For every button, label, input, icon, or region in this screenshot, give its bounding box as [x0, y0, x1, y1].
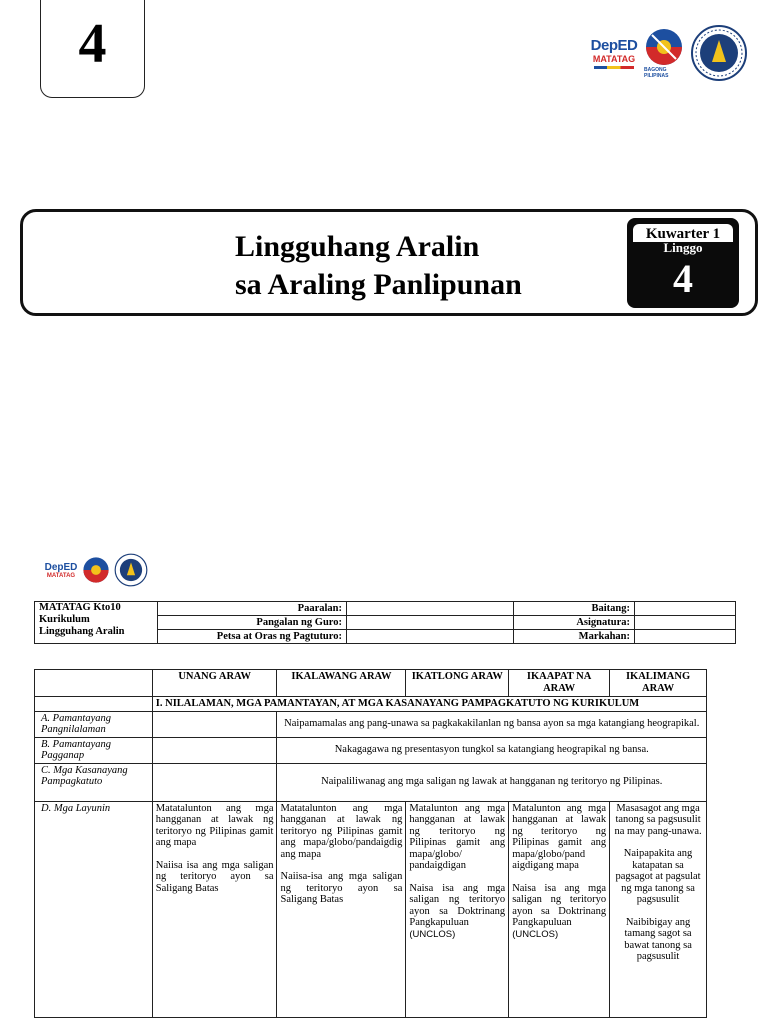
curriculum-line1: MATATAG Kto10 — [39, 602, 121, 613]
row-a-empty — [152, 711, 277, 737]
deped-small-logo-subtext: MATATAG — [46, 572, 76, 579]
curriculum-line2: Kurikulum — [39, 614, 90, 625]
lesson-title-line1: Lingguhang Aralin — [235, 230, 480, 263]
objective-3c: (UNCLOS) — [409, 928, 456, 940]
objective-5c: Naibibigay ang tamang sagot sa bawat tanong sa pagsusulit — [624, 916, 692, 962]
row-label-d: D. Mga Layunin — [35, 801, 153, 1017]
bagong-pilipinas-text: BAGONG PILIPINAS — [644, 67, 669, 79]
grade-number: 4 — [78, 13, 107, 75]
row-b-empty — [152, 737, 277, 763]
school-label: Paaralan: — [158, 602, 347, 616]
bagong-pilipinas-small-icon — [82, 556, 110, 584]
row-a-content: Naipamamalas ang pang-unawa sa pagkakakilanlan ng bansa ayon sa mga katangiang heograpikal. — [277, 711, 707, 737]
objective-2b: Naiisa-isa ang mga saligan ng teritoryo ayon sa Saligang Batas — [280, 871, 403, 905]
objective-3b: Naisa isa ang mga saligan ng teritoryo ayon sa Doktrinang Pangkapuluan — [409, 882, 506, 928]
objective-4b: Naisa isa ang mga saligan ng teritoryo ayon sa Doktrinang Pangkapuluan — [512, 882, 607, 928]
deped-logo-subtext: MATATAG — [592, 54, 636, 64]
quarter-week-badge — [627, 218, 739, 308]
objectives-day-4 — [509, 801, 610, 1017]
row-b-content: Nakagagawa ng presentasyon tungkol sa katangiang heograpikal ng bansa. — [277, 737, 707, 763]
objective-4c: (UNCLOS) — [512, 928, 559, 940]
subject-label: Asignatura: — [514, 616, 635, 630]
date-time-label: Petsa at Oras ng Pagtuturo: — [158, 630, 347, 644]
curriculum-label — [35, 602, 158, 644]
quarter-field[interactable] — [635, 630, 736, 644]
day-4-header: IKAAPAT NA ARAW — [509, 670, 610, 697]
objectives-day-2 — [277, 801, 406, 1017]
grade-number-box — [40, 0, 145, 98]
deped-seal-icon — [690, 24, 748, 82]
lesson-title-line2: sa Araling Panlipunan — [235, 268, 522, 301]
date-time-field[interactable] — [347, 630, 514, 644]
teacher-field[interactable] — [347, 616, 514, 630]
bagong-pilipinas-logo — [644, 27, 684, 79]
deped-logo — [590, 27, 638, 79]
objective-2a: Matatalunton ang mga hangganan at lawak ng teritoryo ng Pilipinas gamit ang mapa/globo/pandaigdig ang mapa — [280, 802, 403, 860]
lesson-plan-table — [34, 669, 707, 1018]
objectives-day-3 — [406, 801, 509, 1017]
week-number: 4 — [673, 256, 693, 301]
day-5-header: IKALIMANG ARAW — [610, 670, 707, 697]
objective-1b: Naiisa isa ang mga saligan ng teritoryo ayon sa Saligang Batas — [155, 859, 274, 894]
objective-5b: Naipapakita ang katapatan sa pagsagot at pagsulat ng mga tanong sa pagsusulit — [615, 848, 701, 905]
objective-1a: Matatalunton ang mga hangganan at lawak ng teritoryo ng Pilipinas gamit ang mapa — [155, 802, 274, 848]
grade-field[interactable] — [635, 602, 736, 616]
row-c-content: Naipaliliwanag ang mga saligan ng lawak at hangganan ng teritoryo ng Pilipinas. — [277, 763, 707, 801]
curriculum-line3: Lingguhang Aralin — [39, 626, 125, 637]
section-heading: I. NILALAMAN, MGA PAMANTAYAN, AT MGA KASANAYANG PAMPAGKATUTO NG KURIKULUM — [152, 697, 706, 712]
title-banner — [20, 209, 758, 316]
row-c-empty — [152, 763, 277, 801]
deped-logo-stripe — [594, 66, 634, 69]
info-table — [34, 601, 736, 644]
deped-seal-small-icon — [114, 553, 148, 587]
grade-label: Baitang: — [514, 602, 635, 616]
subject-field[interactable] — [635, 616, 736, 630]
day-2-header: IKALAWANG ARAW — [277, 670, 406, 697]
day-3-header: IKATLONG ARAW — [406, 670, 509, 697]
deped-logo-text: DepED — [590, 37, 638, 54]
bagong-pilipinas-icon — [644, 27, 684, 67]
row-label-c: C. Mga Kasanayang Pampagkatuto — [35, 763, 153, 801]
deped-small-logo — [44, 562, 78, 579]
quarter-label: Kuwarter 1 — [633, 224, 733, 242]
header-logos — [590, 24, 748, 82]
quarter-label-field: Markahan: — [514, 630, 635, 644]
objectives-day-1 — [152, 801, 277, 1017]
header-empty — [35, 670, 153, 697]
objectives-day-5 — [610, 801, 707, 1017]
deped-small-logo-text: DepED — [44, 561, 78, 573]
row-label-a: A. Pamantayang Pangnilalaman — [35, 711, 153, 737]
teacher-label: Pangalan ng Guro: — [158, 616, 347, 630]
school-field[interactable] — [347, 602, 514, 616]
objective-5a: Masasagot ang mga tanong sa pagsusulit na may pang-unawa. — [614, 802, 702, 837]
lesson-title — [235, 228, 522, 304]
week-label: Linggo — [663, 240, 703, 255]
row-label-b: B. Pamantayang Pagganap — [35, 737, 153, 763]
day-1-header: UNANG ARAW — [152, 670, 277, 697]
small-logos — [44, 553, 148, 587]
objective-3a: Matalunton ang mga hangganan at lawak ng teritoryo ng Pilipinas gamit ang mapa/globo/ pandaigdigan — [409, 802, 506, 871]
section-empty — [35, 697, 153, 712]
objective-4a: Matalunton ang mga hangganan at lawak ng teritoryo ng Pilipinas gamit ang mapa/globo/pand aigdigang mapa — [512, 802, 607, 871]
